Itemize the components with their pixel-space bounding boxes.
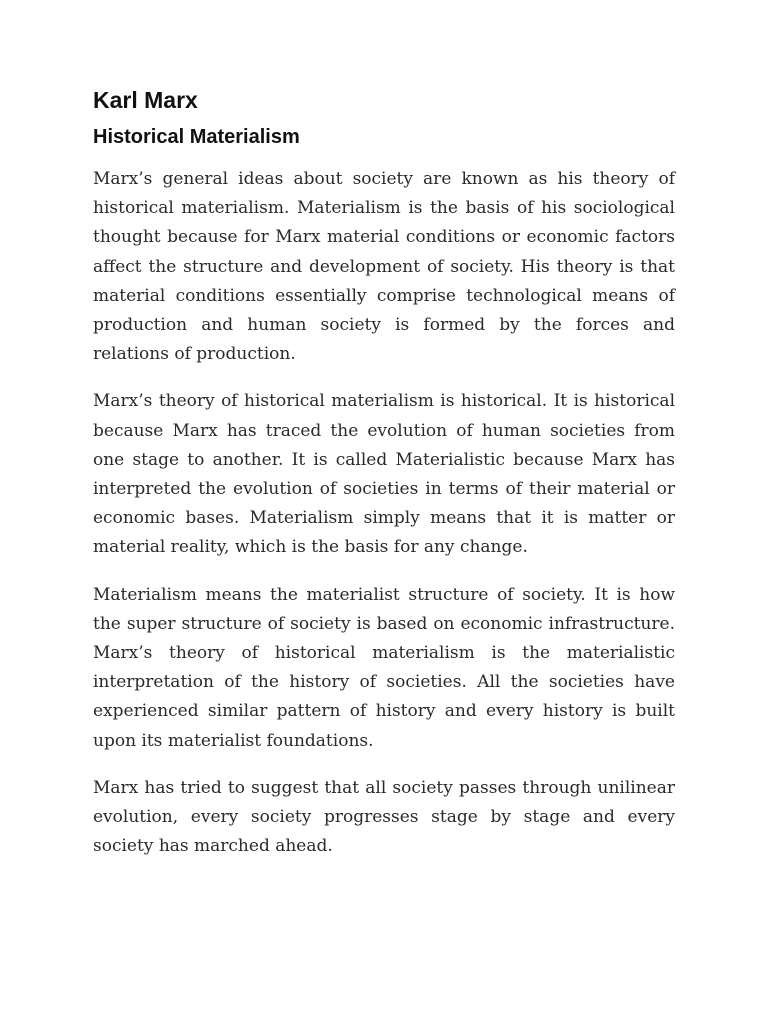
- paragraph-4: Marx has tried to suggest that all society passes through unilinear evolution, every society progresses stage by stage and every society has marched ahead.: [93, 777, 675, 857]
- document-page: [93, 84, 675, 861]
- paragraph-2: Marx’s theory of historical materialism is historical. It is historical because Marx has traced the evolution of human societies from one stage to another. It is called Materialistic because Marx has interpreted the evolution of societies in terms of their material or economic bases. Materialism simply means that it is matter or material reality, which is the basis for any change.: [93, 391, 675, 558]
- paragraph-3: Materialism means the materialist structure of society. It is how the super structure of society is based on economic infrastructure. Marx’s theory of historical materialism is the materialistic interpretation of the history of societies. All the societies have experienced similar pattern of history and every history is built upon its materialist foundations.: [93, 584, 675, 751]
- paragraph-1: Marx’s general ideas about society are known as his theory of historical materialism. Materialism is the basis of his sociological thought because for Marx material conditions or economic factors affect the structure and development of society. His theory is that material conditions essentially comprise technological means of production and human society is formed by the forces and relations of production.: [93, 169, 675, 365]
- section-heading: Historical Materialism: [93, 126, 300, 148]
- page-title: Karl Marx: [93, 87, 198, 113]
